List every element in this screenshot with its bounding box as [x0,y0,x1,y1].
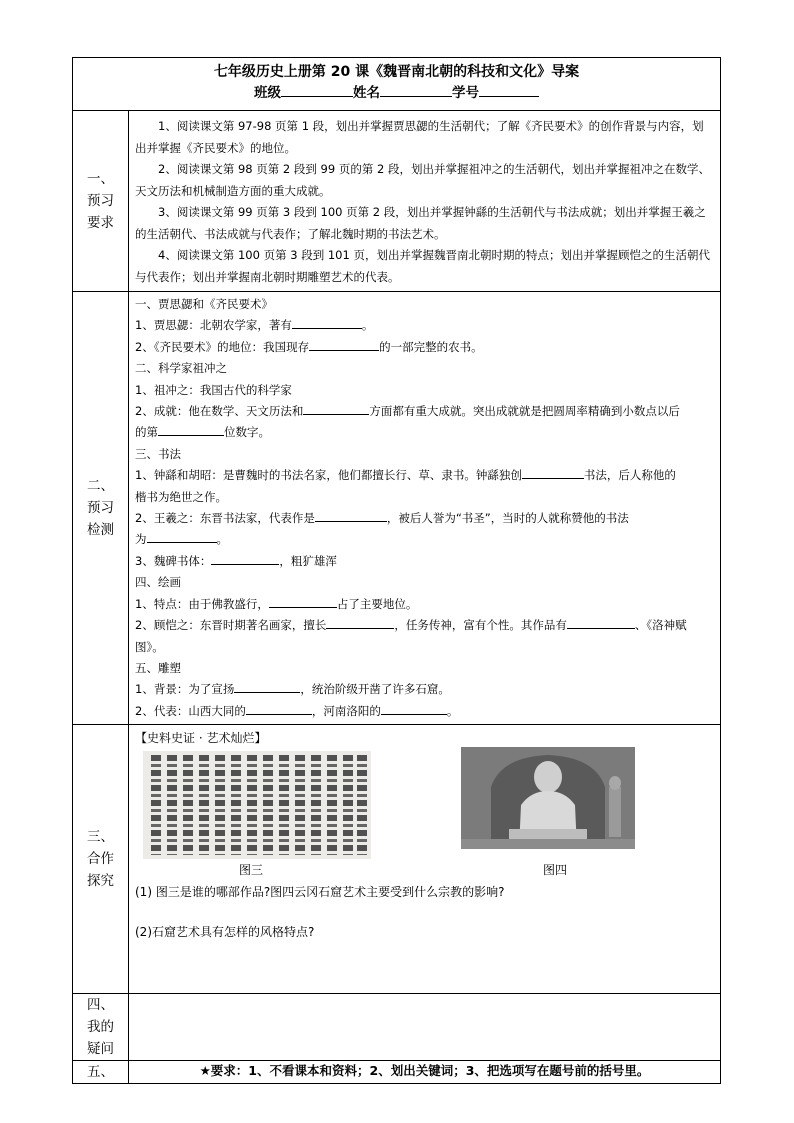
answer-blank[interactable] [269,594,337,608]
section-2-label: 二、 预习 检测 [73,292,129,725]
check-line: 1、钟繇和胡昭：是曹魏时的书法名家，他们都擅长行、草、隶书。钟繇独创 书法，后人称他的 [135,465,714,486]
section-5-label: 五、 [73,1061,129,1084]
section-3-row [73,725,721,994]
answer-blank[interactable] [147,529,217,543]
requirement-item: 4、阅读课文第 100 页第 3 段到 101 页，划出并掌握魏晋南北朝时期的特点；划出并掌握顾恺之的生活朝代与代表作；划出并掌握南北朝时期雕塑艺术的代表。 [135,248,710,284]
check-heading: 二、科学家祖冲之 [135,361,227,376]
section-1-label: 一、 预习 要求 [73,111,129,292]
check-heading: 四、绘画 [135,575,181,590]
class-label: 班级 [254,85,281,101]
name-label: 姓名 [353,85,380,101]
requirement-item: 2、阅读课文第 98 页第 2 段到 99 页的第 2 段，划出并掌握祖冲之的生活朝代，划出并掌握祖冲之在数学、天文历法和机械制造方面的重大成就。 [135,162,710,198]
check-heading: 三、书法 [135,446,181,461]
check-line: 1、贾思勰：北朝农学家，著有 。 [135,315,714,336]
cooperation-heading: 【史料史证 · 艺术灿烂】 [135,731,267,746]
requirement-item: 3、阅读课文第 99 页第 3 段到 100 页第 2 段，划出并掌握钟繇的生活朝代与书法成就；划出并掌握王羲之的生活朝代、书法成就与代表作；了解北魏时期的书法艺术。 [135,205,706,241]
student-info-line [73,82,720,104]
check-line: 楷书为绝世之作。 [135,489,227,504]
final-requirement: ★要求：1、不看课本和资料；2、划出关键词；3、把选项写在题号前的括号里。 [129,1061,721,1084]
check-line: 的第 位数字。 [135,422,714,443]
check-line: 1、祖冲之：我国古代的科学家 [135,382,292,397]
section-3-label: 三、 合作 探究 [73,725,129,994]
section-4-label: 四、 我的 疑问 [73,994,129,1061]
answer-blank[interactable] [567,615,635,629]
section-4-row [73,994,721,1061]
question-2: (2)石窟艺术具有怎样的风格特点? [135,925,315,940]
answer-blank[interactable] [303,401,369,415]
figure-3-caption: 图三 [239,863,264,878]
check-line: 2、王羲之：东晋书法家，代表作是 ，被后人誉为“书圣”，当时的人就称赞他的书法 [135,508,714,529]
preview-requirements [129,111,721,292]
my-questions-area[interactable] [129,994,721,1061]
answer-blank[interactable] [381,701,447,715]
check-line: 1、背景：为了宣扬 ，统治阶级开凿了许多石窟。 [135,679,714,700]
calligraphy-image [143,751,371,859]
question-1: (1) 图三是谁的哪部作品?图四云冈石窟艺术主要受到什么宗教的影响? [135,885,505,900]
check-line: 图》。 [135,639,164,654]
id-field[interactable] [479,82,539,97]
answer-blank[interactable] [158,422,224,436]
answer-blank[interactable] [211,551,279,565]
answer-blank[interactable] [522,465,584,479]
section-2-row [73,292,721,725]
cooperation-cell [129,725,721,994]
check-line: 3、魏碑书体： ，粗犷雄浑 [135,551,714,572]
check-line: 2、代表：山西大同的 ，河南洛阳的 。 [135,701,714,722]
section-1-row [73,111,721,292]
guide-sheet-table [72,57,721,1084]
section-5-row [73,1061,721,1084]
answer-blank[interactable] [326,615,394,629]
figure-4-caption: 图四 [543,863,568,878]
name-field[interactable] [380,82,452,97]
check-heading: 一、贾思勰和《齐民要术》 [135,297,273,311]
requirement-item: 1、阅读课文第 97-98 页第 1 段，划出并掌握贾思勰的生活朝代；了解《齐民要术》的创作背景与内容，划出并掌握《齐民要术》的地位。 [135,119,704,155]
buddha-statue-image [461,747,635,849]
preview-check [129,292,721,725]
page-title: 七年级历史上册第 20 课《魏晋南北朝的科技和文化》导案 [213,64,580,80]
answer-blank[interactable] [292,315,362,329]
check-line: 2、顾恺之：东晋时期著名画家，擅长 ，任务传神，富有个性。其作品有 、《洛神赋 [135,615,714,636]
check-line: 为 。 [135,529,714,550]
id-label: 学号 [452,85,479,101]
figures-area [135,747,714,879]
check-line: 1、特点：由于佛教盛行， 占了主要地位。 [135,594,714,615]
check-line: 2、《齐民要术》的地位：我国现存 的一部完整的农书。 [135,337,714,358]
buddha-statue-graphic [461,747,635,849]
answer-blank[interactable] [246,701,312,715]
class-field[interactable] [281,82,353,97]
answer-blank[interactable] [234,679,300,693]
title-cell [73,58,721,111]
title-row [73,58,721,111]
check-heading: 五、雕塑 [135,660,181,675]
answer-blank[interactable] [309,337,379,351]
answer-blank[interactable] [315,508,387,522]
check-line: 2、成就：他在数学、天文历法和 方面都有重大成就。突出成就就是把圆周率精确到小数点以后 [135,401,714,422]
